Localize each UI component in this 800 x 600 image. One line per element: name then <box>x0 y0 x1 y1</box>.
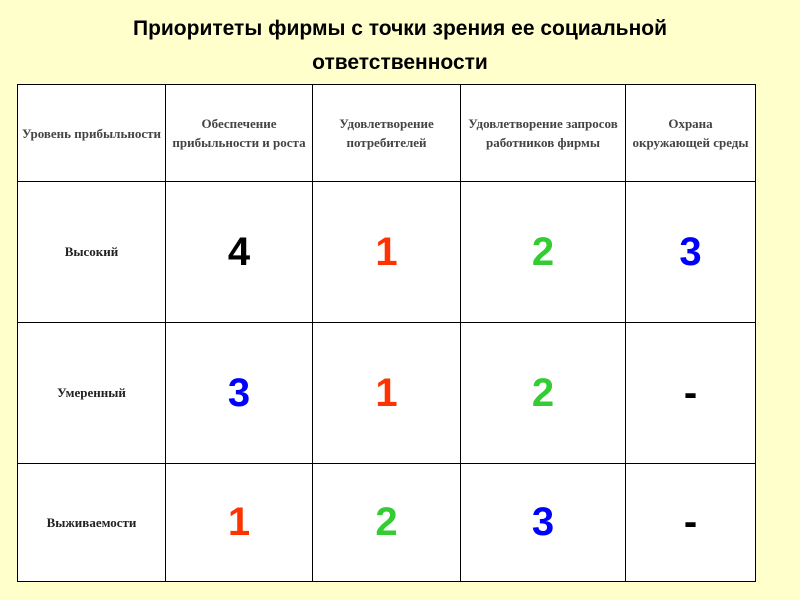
row-label: Умеренный <box>18 323 166 464</box>
priority-value: - <box>626 323 756 464</box>
row-label: Выживаемости <box>18 464 166 582</box>
header-employee-satisfaction: Удовлетворение запросов работников фирмы <box>461 85 626 182</box>
priority-value: 4 <box>166 182 313 323</box>
header-row <box>18 85 756 182</box>
slide-title-line-1: Приоритеты фирмы с точки зрения ее социальной <box>132 17 668 40</box>
priority-value: 3 <box>626 182 756 323</box>
priority-value: 3 <box>461 464 626 582</box>
priorities-table <box>17 84 756 582</box>
header-profit-and-growth: Обеспечение прибыльности и роста <box>166 85 313 182</box>
priority-value: 1 <box>313 182 461 323</box>
slide-title <box>0 12 800 80</box>
header-customer-satisfaction: Удовлетворение потребителей <box>313 85 461 182</box>
table-row-high <box>18 182 756 323</box>
table-row-moderate <box>18 323 756 464</box>
priority-value: 2 <box>313 464 461 582</box>
slide-title-line-2: ответственности <box>312 51 488 74</box>
header-profitability-level: Уровень прибыльности <box>18 85 166 182</box>
priority-value: 3 <box>166 323 313 464</box>
header-environment-protection: Охрана окружающей среды <box>626 85 756 182</box>
priority-value: 2 <box>461 182 626 323</box>
row-label: Высокий <box>18 182 166 323</box>
priority-value: 1 <box>313 323 461 464</box>
priority-value: 1 <box>166 464 313 582</box>
table-row-survival <box>18 464 756 582</box>
priority-value: 2 <box>461 323 626 464</box>
priority-value: - <box>626 464 756 582</box>
